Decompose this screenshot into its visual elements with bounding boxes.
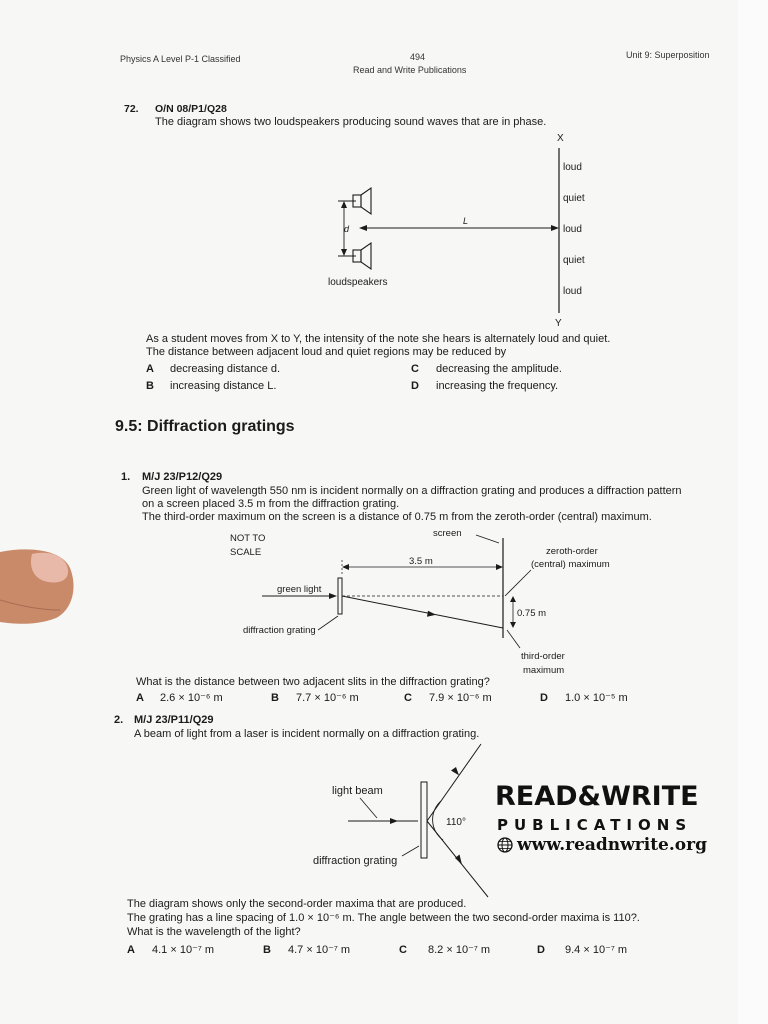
question-stem: A beam of light from a laser is incident normally on a diffraction grating. [134,728,480,740]
third-order-label: third-order [521,651,565,662]
option-text: 7.7 × 10⁻⁶ m [296,692,359,704]
option-text: decreasing the amplitude. [436,363,562,375]
question-code: M/J 23/P12/Q29 [142,471,223,483]
option-text: decreasing distance d. [170,363,281,375]
header-left: Physics A Level P-1 Classified [120,54,241,64]
question-stem: Green light of wavelength 550 nm is incident normally on a diffraction grating and produces a diffraction pattern [142,485,682,497]
loudspeakers-label: loudspeakers [328,277,388,288]
label-x: X [557,133,564,144]
question-text: The distance between adjacent loud and quiet regions may be reduced by [146,346,507,358]
option-letter: C [404,692,412,704]
option-text: 4.7 × 10⁻⁷ m [288,944,351,956]
option-letter: A [136,692,144,704]
option-letter: D [411,380,419,392]
question-number: 1. [121,471,131,483]
label-d: d [344,224,350,234]
region-label: quiet [563,193,585,204]
publisher-logo: READ&WRITE [495,781,699,812]
region-label: loud [563,286,582,297]
option-text: increasing the frequency. [436,380,559,392]
screen-label: screen [433,528,462,539]
option-text: 7.9 × 10⁻⁶ m [429,692,492,704]
publisher-logo-sub: PUBLICATIONS [497,816,693,834]
publisher-url: www.readnwrite.org [517,835,707,855]
region-label: quiet [563,255,585,266]
publisher-url-row [497,835,707,855]
question-text: The diagram shows only the second-order maxima that are produced. [127,898,467,910]
not-to-scale-label: NOT TO [230,533,266,544]
distance-label: 3.5 m [409,556,433,567]
option-text: 1.0 × 10⁻⁵ m [565,692,628,704]
grating-screen-diagram [0,520,738,680]
region-label: loud [563,224,582,235]
option-letter: B [263,944,271,956]
region-label: loud [563,162,582,173]
finger-image [0,540,80,630]
label-y: Y [555,318,562,329]
option-letter: C [411,363,419,375]
globe-icon [497,837,513,853]
diffraction-grating-label: diffraction grating [243,625,316,636]
option-text: 4.1 × 10⁻⁷ m [152,944,215,956]
option-text: 8.2 × 10⁻⁷ m [428,944,491,956]
option-text: increasing distance L. [170,380,277,392]
light-beam-label: light beam [332,785,383,797]
page-edge [738,0,768,1024]
question-text: As a student moves from X to Y, the intensity of the note she hears is alternately loud and quiet. [146,333,611,345]
question-number: 2. [114,714,124,726]
loudspeaker-diagram [0,0,738,330]
question-code: O/N 08/P1/Q28 [155,103,227,115]
option-letter: D [540,692,548,704]
option-letter: C [399,944,407,956]
zeroth-order-label: zeroth-order [546,546,598,557]
question-stem: The diagram shows two loudspeakers producing sound waves that are in phase. [155,116,547,128]
question-text: What is the distance between two adjacent slits in the diffraction grating? [136,676,490,688]
option-letter: D [537,944,545,956]
option-letter: B [146,380,154,392]
label-L: L [463,216,469,226]
third-order-label: maximum [523,665,565,676]
diffraction-grating-label: diffraction grating [313,855,398,867]
question-text: The grating has a line spacing of 1.0 × 10⁻⁶ m. The angle between the two second-order maxima is 110?. [127,912,640,924]
question-stem: The third-order maximum on the screen is a distance of 0.75 m from the zeroth-order (central) maximum. [142,511,652,523]
question-code: M/J 23/P11/Q29 [134,714,214,726]
offset-label: 0.75 m [517,608,547,619]
header-publisher: Read and Write Publications [353,65,467,75]
angle-label: 110° [446,817,466,828]
zeroth-order-label: (central) maximum [531,559,610,570]
option-text: 2.6 × 10⁻⁶ m [160,692,223,704]
not-to-scale-label: SCALE [230,547,262,558]
section-title: 9.5: Diffraction gratings [115,418,295,435]
header-right: Unit 9: Superposition [626,50,710,60]
option-letter: A [127,944,135,956]
header-page-number: 494 [410,52,426,62]
option-letter: B [271,692,279,704]
option-text: 9.4 × 10⁻⁷ m [565,944,628,956]
green-light-label: green light [277,584,322,595]
option-letter: A [146,363,154,375]
question-text: What is the wavelength of the light? [127,926,301,938]
question-number: 72. [124,103,139,115]
question-stem: on a screen placed 3.5 m from the diffraction grating. [142,498,400,510]
